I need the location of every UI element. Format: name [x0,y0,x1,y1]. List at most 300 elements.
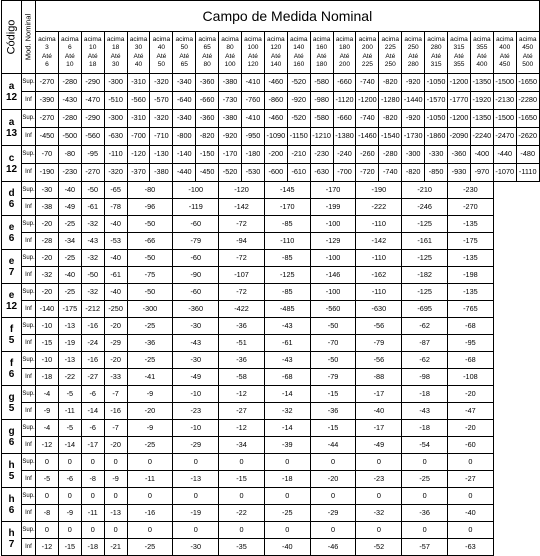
range-ate-label: Até [225,52,236,60]
tolerance-row-inf [2,437,540,454]
tolerance-row-sup [2,182,540,199]
tolerance-value: -380 [219,110,242,128]
tolerance-value: -920 [402,74,425,92]
tolerance-value: 0 [173,522,219,539]
tolerance-code [2,420,22,454]
range-from: 160 [316,44,328,52]
tolerance-value: -360 [448,146,471,164]
tolerance-grade: 6 [8,232,15,244]
tolerance-value: -28 [36,233,59,250]
limit-label-sup: Sup. [22,352,36,369]
tolerance-code [2,182,22,216]
limit-label-sup: Sup. [22,488,36,505]
tolerance-value: -50 [310,318,356,335]
tolerance-value: -43 [402,403,448,420]
tolerance-value: -36 [310,403,356,420]
tolerance-value: -980 [310,92,333,110]
tolerance-value: -630 [310,164,333,182]
tolerance-value: 0 [36,454,59,471]
tolerance-value: -13 [173,471,219,488]
tolerance-value: -580 [310,110,333,128]
tolerance-value: -16 [104,403,127,420]
range-ate-label: Até [408,52,419,60]
tolerance-value: -460 [264,110,287,128]
tolerance-value: -430 [58,92,81,110]
tolerance-value: -190 [36,164,59,182]
range-to: 180 [316,60,328,68]
tolerance-value: -18 [81,539,104,556]
range-acima-label: acima [38,36,56,44]
range-from: 30 [134,44,143,52]
tolerance-value: -18 [402,420,448,437]
range-to: 160 [293,60,305,68]
tolerance-value: -80 [127,182,173,199]
limit-label-inf: Inf [22,437,36,454]
tolerance-value: 0 [219,488,265,505]
tolerance-value: -450 [36,128,59,146]
tolerance-value: -560 [127,92,150,110]
tolerance-value: -13 [104,505,127,522]
tolerance-value: -40 [58,267,81,284]
tolerance-row-inf [2,539,540,556]
tolerance-value: -16 [81,318,104,335]
tolerance-row-sup [2,454,540,471]
range-ate-label: Até [499,52,510,60]
tolerance-value: -61 [264,335,310,352]
tolerance-value: -820 [379,74,402,92]
tolerance-value: -162 [356,267,402,284]
range-from: 3 [45,44,49,52]
tolerance-value: -10 [173,386,219,403]
tolerance-value: -68 [448,352,494,369]
tolerance-value: -485 [264,301,310,318]
tolerance-letter: g [8,391,15,403]
range-acima-label: acima [198,36,216,44]
tolerance-value: -61 [104,267,127,284]
tolerance-value: -5 [36,471,59,488]
tolerance-value: -30 [173,539,219,556]
range-from: 180 [339,44,351,52]
tolerance-grade: 7 [8,538,15,550]
range-to: 40 [134,60,143,68]
tolerance-value: -161 [402,233,448,250]
tolerance-value: 0 [36,488,59,505]
tolerance-value: -360 [173,301,219,318]
tolerance-value: -27 [81,369,104,386]
tolerance-value: -2090 [448,128,471,146]
tolerance-value: -33 [104,369,127,386]
range-header [310,32,333,74]
tolerance-value: -9 [127,386,173,403]
range-from: 400 [499,44,511,52]
tolerance-code [2,352,22,386]
tolerance-value: -15 [36,335,59,352]
tolerance-grade: 12 [5,300,18,312]
tolerance-value: -40 [264,539,310,556]
tolerance-value: -20 [36,250,59,267]
tolerance-value: 0 [173,454,219,471]
range-header [36,32,59,74]
tolerance-value: -630 [104,128,127,146]
range-header [425,32,448,74]
tolerance-letter: e [8,289,15,301]
range-header [287,32,310,74]
range-header-row [2,32,540,74]
tolerance-value: -1460 [356,128,379,146]
range-ate-label: Até [431,52,442,60]
tolerance-value: -800 [173,128,196,146]
tolerance-row-inf [2,92,540,110]
tolerance-value: -60 [173,250,219,267]
tolerance-value: -170 [310,182,356,199]
limit-label-sup: Sup. [22,454,36,471]
range-ate-label: Até [522,52,533,60]
tolerance-value: -330 [425,146,448,164]
tolerance-value: 0 [127,454,173,471]
tolerance-value: -1120 [333,92,356,110]
tolerance-value: -14 [264,420,310,437]
tolerance-value: -1280 [379,92,402,110]
tolerance-value: -29 [104,335,127,352]
tolerance-value: -520 [287,110,310,128]
tolerance-grade: 13 [5,127,18,139]
range-header [104,32,127,74]
tolerance-value: -170 [219,146,242,164]
tolerance-value: -40 [58,182,81,199]
tolerance-value: -740 [379,164,402,182]
range-acima-label: acima [267,36,285,44]
tolerance-grade: 5 [8,334,15,346]
tolerance-value: -300 [104,74,127,92]
limit-label-inf: Inf [22,301,36,318]
range-to: 100 [224,60,236,68]
tolerance-value: -930 [448,164,471,182]
tolerance-value: -20 [36,216,59,233]
tolerance-value: -79 [310,369,356,386]
tolerance-value: -1570 [425,92,448,110]
limit-label-sup: Sup. [22,284,36,301]
tolerance-value: -23 [173,403,219,420]
tolerance-value: -29 [173,437,219,454]
tolerance-value: 0 [81,488,104,505]
range-from: 450 [522,44,534,52]
range-ate-label: Até [64,52,75,60]
tolerance-value: -61 [81,199,104,216]
tolerance-value: -40 [104,216,127,233]
tolerance-letter: d [8,187,15,199]
tolerance-value: -820 [402,164,425,182]
tolerance-value: -610 [287,164,310,182]
range-to: 315 [430,60,442,68]
limit-label-sup: Sup. [22,250,36,267]
tolerance-value: -12 [36,437,59,454]
range-acima-label: acima [312,36,331,44]
tolerance-value: -30 [173,318,219,335]
tolerance-value: -340 [173,110,196,128]
tolerance-value: -850 [425,164,448,182]
tolerance-value: -32 [81,284,104,301]
tolerance-value: 0 [264,522,310,539]
range-from: 50 [180,44,188,52]
tolerance-value: -120 [219,182,265,199]
tolerance-value: -56 [356,352,402,369]
range-header [448,32,471,74]
limit-label-sup: Sup. [22,522,36,539]
tolerance-value: -1730 [402,128,425,146]
tolerance-letter: c [8,152,15,164]
range-to: 80 [203,60,211,68]
tolerance-value: -146 [310,267,356,284]
range-from: 140 [293,44,305,52]
tolerance-value: -920 [219,128,242,146]
tolerance-value: -60 [448,437,494,454]
tolerance-value: -560 [81,128,104,146]
tolerance-value: -340 [173,74,196,92]
range-to: 10 [66,60,74,68]
tolerance-value: -110 [356,250,402,267]
range-to: 120 [247,60,259,68]
range-from: 120 [270,44,282,52]
tolerance-value: -60 [173,216,219,233]
tolerance-value: 0 [402,522,448,539]
tolerance-value: -25 [58,250,81,267]
range-to: 18 [89,60,97,68]
tolerance-value: -95 [81,146,104,164]
tolerance-value: -210 [402,182,448,199]
tolerance-row-sup [2,216,540,233]
tolerance-value: -250 [104,301,127,318]
tolerance-value: 0 [356,522,402,539]
tolerance-value: -1150 [287,128,310,146]
tolerance-value: -72 [219,284,265,301]
range-ate-label: Até [454,52,464,60]
range-acima-label: acima [450,36,468,44]
tolerance-value: -11 [81,505,104,522]
tolerance-value: -142 [356,233,402,250]
tolerance-value: -520 [219,164,242,182]
tolerance-value: -230 [448,182,494,199]
tolerance-code [2,386,22,420]
tolerance-value: -43 [81,233,104,250]
tolerance-value: -1110 [516,164,539,182]
range-ate-label: Até [202,52,213,60]
range-header [81,32,104,74]
tolerance-value: -2620 [516,128,539,146]
range-ate-label: Até [316,52,327,60]
tolerance-value: -43 [264,318,310,335]
tolerance-value: -58 [219,369,265,386]
limit-label-inf: Inf [22,92,36,110]
tolerance-value: -100 [310,284,356,301]
tolerance-value: -310 [127,74,150,92]
tolerance-value: -20 [104,437,127,454]
tolerance-value: -125 [402,216,448,233]
tolerance-row-sup [2,522,540,539]
tolerance-value: -12 [219,386,265,403]
tolerance-value: -50 [81,182,104,199]
tolerance-value: 0 [356,488,402,505]
range-from: 65 [203,44,211,52]
tolerance-value: 0 [219,454,265,471]
tolerance-value: -47 [448,403,494,420]
tolerance-value: -14 [264,386,310,403]
tolerance-row-inf [2,471,540,488]
range-from: 250 [407,44,419,52]
range-ate-label: Até [110,52,121,60]
tolerance-value: -50 [127,216,173,233]
tolerance-value: -32 [81,216,104,233]
tolerance-value: -50 [127,284,173,301]
tolerance-value: -85 [264,216,310,233]
tolerance-grade: 12 [5,163,18,175]
tolerance-value: 0 [402,454,448,471]
tolerance-value: -300 [402,146,425,164]
tolerance-value: -107 [219,267,265,284]
tolerance-value: 0 [127,488,173,505]
tolerance-value: -18 [402,386,448,403]
tolerance-value: -260 [356,146,379,164]
mod-nominal-header [22,1,36,74]
tolerance-code [2,454,22,488]
range-ate-label: Até [385,52,396,60]
range-header [242,32,265,74]
tolerance-value: -50 [81,267,104,284]
tolerance-value: -1920 [470,92,493,110]
tolerance-code [2,216,22,250]
tolerance-value: -480 [516,146,539,164]
tolerance-value: -35 [219,539,265,556]
tolerance-value: -5 [58,386,81,403]
tolerance-value: -25 [58,284,81,301]
tolerance-value: -500 [58,128,81,146]
tolerance-value: -40 [448,505,494,522]
tolerance-row-sup [2,386,540,403]
range-acima-label: acima [495,36,514,44]
tolerance-value: -20 [310,471,356,488]
tolerance-value: -119 [173,199,219,216]
tolerance-code [2,318,22,352]
tolerance-value: -38 [36,199,59,216]
tolerance-value: -12 [36,539,59,556]
limit-label-sup: Sup. [22,420,36,437]
tolerance-value: -360 [196,110,219,128]
tolerance-value: -8 [81,471,104,488]
limit-label-inf: Inf [22,267,36,284]
tolerance-value: -720 [356,164,379,182]
tolerance-value: 0 [310,522,356,539]
range-acima-label: acima [129,36,148,44]
tolerance-row-inf [2,267,540,284]
tolerance-value: -50 [310,352,356,369]
tolerance-grade: 6 [8,504,15,516]
tolerance-value: -410 [242,110,265,128]
tolerance-row-sup [2,352,540,369]
tolerance-value: -1050 [425,74,448,92]
range-acima-label: acima [152,36,171,44]
tolerance-row-inf [2,505,540,522]
tolerance-value: -360 [196,74,219,92]
tolerance-value: -860 [264,92,287,110]
tolerance-value: 0 [104,488,127,505]
tolerance-value: -27 [219,403,265,420]
limit-label-sup: Sup. [22,182,36,199]
tolerance-value: -29 [310,505,356,522]
tolerance-value: -440 [493,146,516,164]
tolerance-value: -70 [36,146,59,164]
tolerance-value: -41 [127,369,173,386]
tolerance-row-sup [2,250,540,267]
tolerance-letter: e [8,221,15,233]
tolerance-code [2,110,22,146]
tolerance-value: -270 [36,74,59,92]
mod-nominal-label: Mod. Nominal [23,13,33,61]
tolerance-value: -51 [219,335,265,352]
tolerance-value: -300 [104,110,127,128]
range-to: 140 [270,60,282,68]
range-header [516,32,539,74]
range-from: 40 [157,44,166,52]
range-ate-label: Até [179,52,190,60]
range-ate-label: Até [87,52,98,60]
tolerance-value: -14 [58,437,81,454]
tolerance-value: -230 [58,164,81,182]
tolerance-row-sup [2,284,540,301]
tolerance-value: -9 [104,471,127,488]
tolerance-value: -18 [264,471,310,488]
tolerance-value: -23 [356,471,402,488]
tolerance-value: -54 [402,437,448,454]
limit-label-inf: Inf [22,505,36,522]
tolerance-value: -400 [470,146,493,164]
range-to: 225 [361,60,373,68]
tolerance-value: 0 [448,522,494,539]
tolerance-value: -15 [219,471,265,488]
tolerance-value: 0 [81,522,104,539]
tolerance-value: -310 [127,110,150,128]
tolerance-value: -25 [127,539,173,556]
tolerance-value: 0 [58,488,81,505]
tolerance-value: -25 [127,437,173,454]
range-acima-label: acima [61,36,79,44]
tolerance-value: -2130 [493,92,516,110]
tolerance-value: -32 [81,250,104,267]
tolerance-letter: a [8,80,15,92]
tolerance-value: -6 [58,471,81,488]
tolerance-value: -94 [219,233,265,250]
tolerance-value: -440 [173,164,196,182]
range-to: 30 [111,60,120,68]
tolerance-value: -27 [448,471,494,488]
tolerance-value: -20 [104,352,127,369]
tolerance-value: -700 [333,164,356,182]
tolerance-row-sup [2,74,540,92]
tolerance-value: -16 [81,352,104,369]
range-to: 355 [453,60,465,68]
tolerance-value: -2470 [493,128,516,146]
tolerance-value: -270 [448,199,494,216]
tolerance-value: -110 [264,233,310,250]
tolerance-value: -66 [127,233,173,250]
range-acima-label: acima [518,36,537,44]
tolerance-value: -36 [127,335,173,352]
tolerance-value: -142 [219,199,265,216]
range-ate-label: Até [248,52,258,60]
tolerance-value: 0 [448,488,494,505]
tolerance-value: -450 [196,164,219,182]
tolerance-value: -79 [173,233,219,250]
tolerance-value: -130 [150,146,173,164]
tolerance-value: -13 [58,318,81,335]
